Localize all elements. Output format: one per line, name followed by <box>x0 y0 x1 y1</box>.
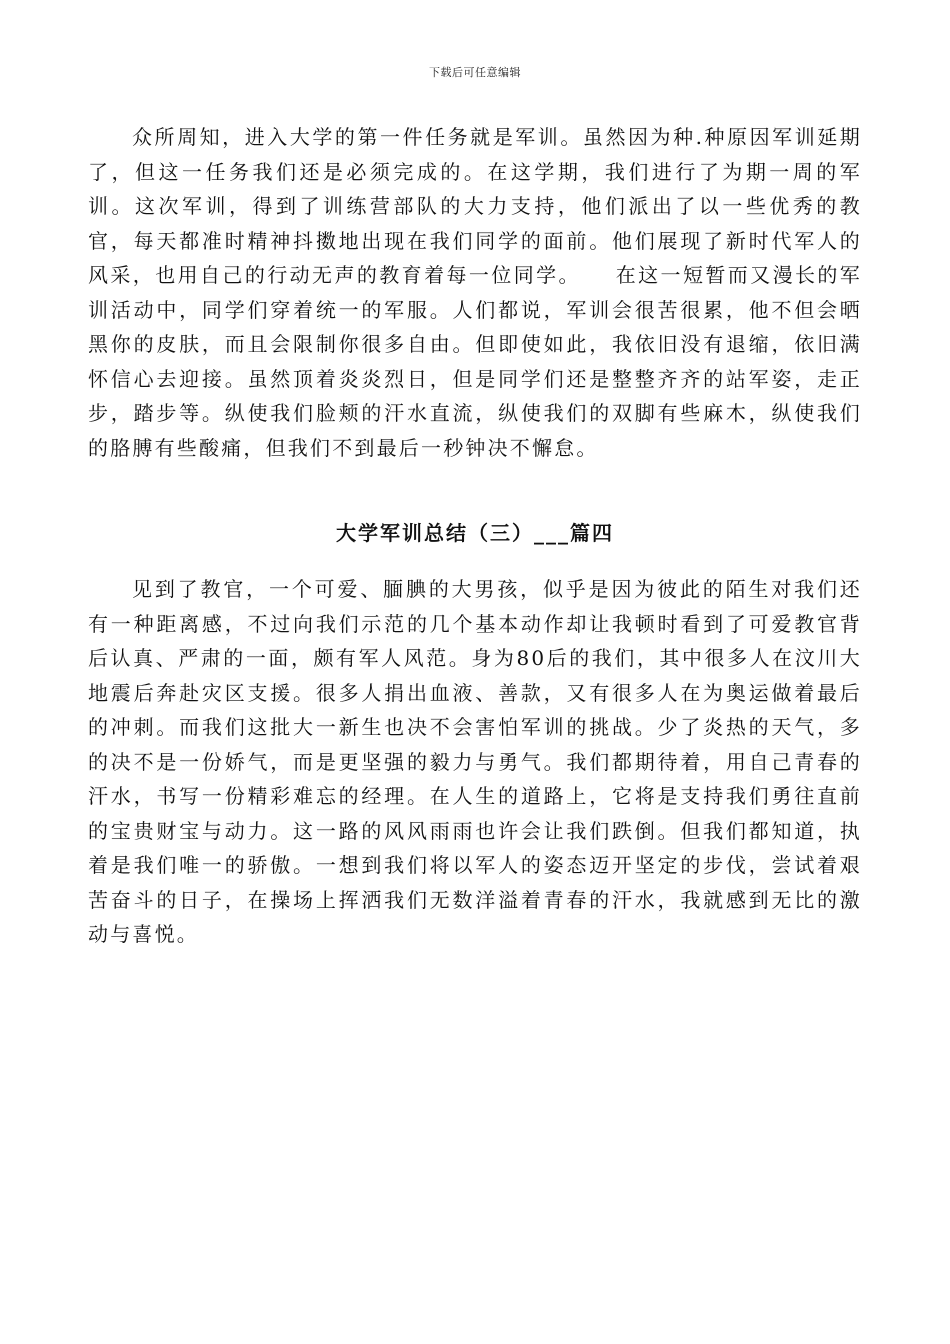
section-title: 大学军训总结（三）___篇四 <box>336 521 614 545</box>
body-paragraph-2: 见到了教官，一个可爱、腼腆的大男孩，似乎是因为彼此的陌生对我们还有一种距离感，不过向我们示范的几个基本动作却让我顿时看到了可爱教官背后认真、严肃的一面，颇有军人风范。身为80后的我们，其中很多人在汶川大地震后奔赴灾区支援。很多人捐出血液、善款，又有很多人在为奥运做着最后的冲刺。而我们这批大一新生也决不会害怕军训的挑战。少了炎热的天气，多的决不是一份娇气，而是更坚强的毅力与勇气。我们都期待着，用自己青春的汗水，书写一份精彩难忘的经理。在人生的道路上，它将是支持我们勇往直前的宝贵财宝与动力。这一路的风风雨雨也许会让我们跌倒。但我们都知道，执着是我们唯一的骄傲。一想到我们将以军人的姿态迈开坚定的步伐，尝试着艰苦奋斗的日子，在操场上挥洒我们无数洋溢着青春的汗水，我就感到无比的激动与喜悦。 <box>88 577 862 946</box>
body-paragraph-1: 众所周知，进入大学的第一件任务就是军训。虽然因为种.种原因军训延期了，但这一任务我们还是必须完成的。在这学期，我们进行了为期一周的军训。这次军训，得到了训练营部队的大力支持，他们派出了以一些优秀的教官，每天都准时精神抖擞地出现在我们同学的面前。他们展现了新时代军人的风采，也用自己的行动无声的教育着每一位同学。 在这一短暂而又漫长的军训活动中，同学们穿着统一的军服。人们都说，军训会很苦很累，他不但会晒黑你的皮肤，而且会限制你很多自由。但即使如此，我依旧没有退缩，依旧满怀信心去迎接。虽然顶着炎炎烈日，但是同学们还是整整齐齐的站军姿，走正步，踏步等。纵使我们脸颊的汗水直流，纵使我们的双脚有些麻木，纵使我们的胳膊有些酸痛，但我们不到最后一秒钟决不懈怠。 <box>88 125 862 460</box>
page-header-note: 下载后可任意编辑 <box>429 66 521 79</box>
